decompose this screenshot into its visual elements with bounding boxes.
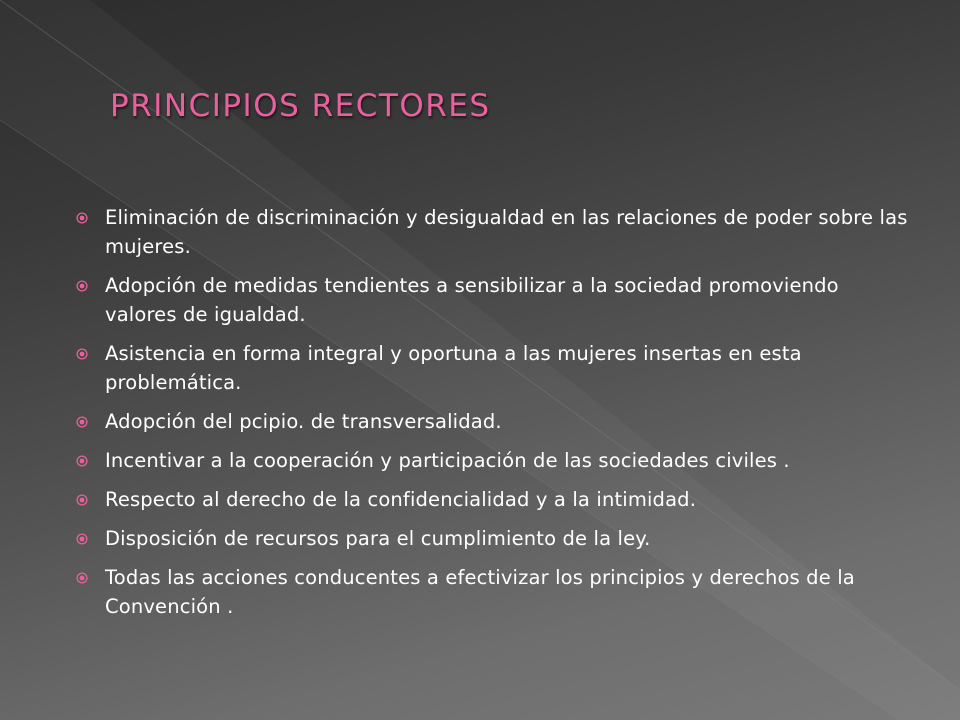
circled-dot-icon <box>76 212 88 224</box>
bullet-text: Adopción de medidas tendientes a sensibilizar a la sociedad promoviendo valores de igualdad. <box>105 274 839 326</box>
bullet-text: Disposición de recursos para el cumplimiento de la ley. <box>105 527 651 550</box>
bullet-item <box>74 446 914 475</box>
circled-dot-icon <box>76 572 88 584</box>
bullet-text: Asistencia en forma integral y oportuna a las mujeres insertas en esta problemática. <box>105 342 802 394</box>
slide-title: PRINCIPIOS RECTORES <box>110 88 491 124</box>
bullet-item <box>74 485 914 514</box>
circled-dot-icon <box>76 416 88 428</box>
circled-dot-icon <box>76 533 88 545</box>
bullet-text: Eliminación de discriminación y desigualdad en las relaciones de poder sobre las mujeres. <box>105 206 908 258</box>
bullet-item <box>74 524 914 553</box>
bullet-item <box>74 563 914 621</box>
bullet-item <box>74 203 914 261</box>
bullet-item <box>74 339 914 397</box>
circled-dot-icon <box>76 280 88 292</box>
bullet-text: Respecto al derecho de la confidencialidad y a la intimidad. <box>105 488 697 511</box>
bullet-text: Incentivar a la cooperación y participación de las sociedades civiles . <box>105 449 790 472</box>
circled-dot-icon <box>76 455 88 467</box>
bullet-list <box>74 203 914 631</box>
bullet-text: Todas las acciones conducentes a efectivizar los principios y derechos de la Convención . <box>105 566 855 618</box>
bullet-item <box>74 407 914 436</box>
bullet-text: Adopción del pcipio. de transversalidad. <box>105 410 502 433</box>
circled-dot-icon <box>76 494 88 506</box>
bullet-item <box>74 271 914 329</box>
circled-dot-icon <box>76 348 88 360</box>
